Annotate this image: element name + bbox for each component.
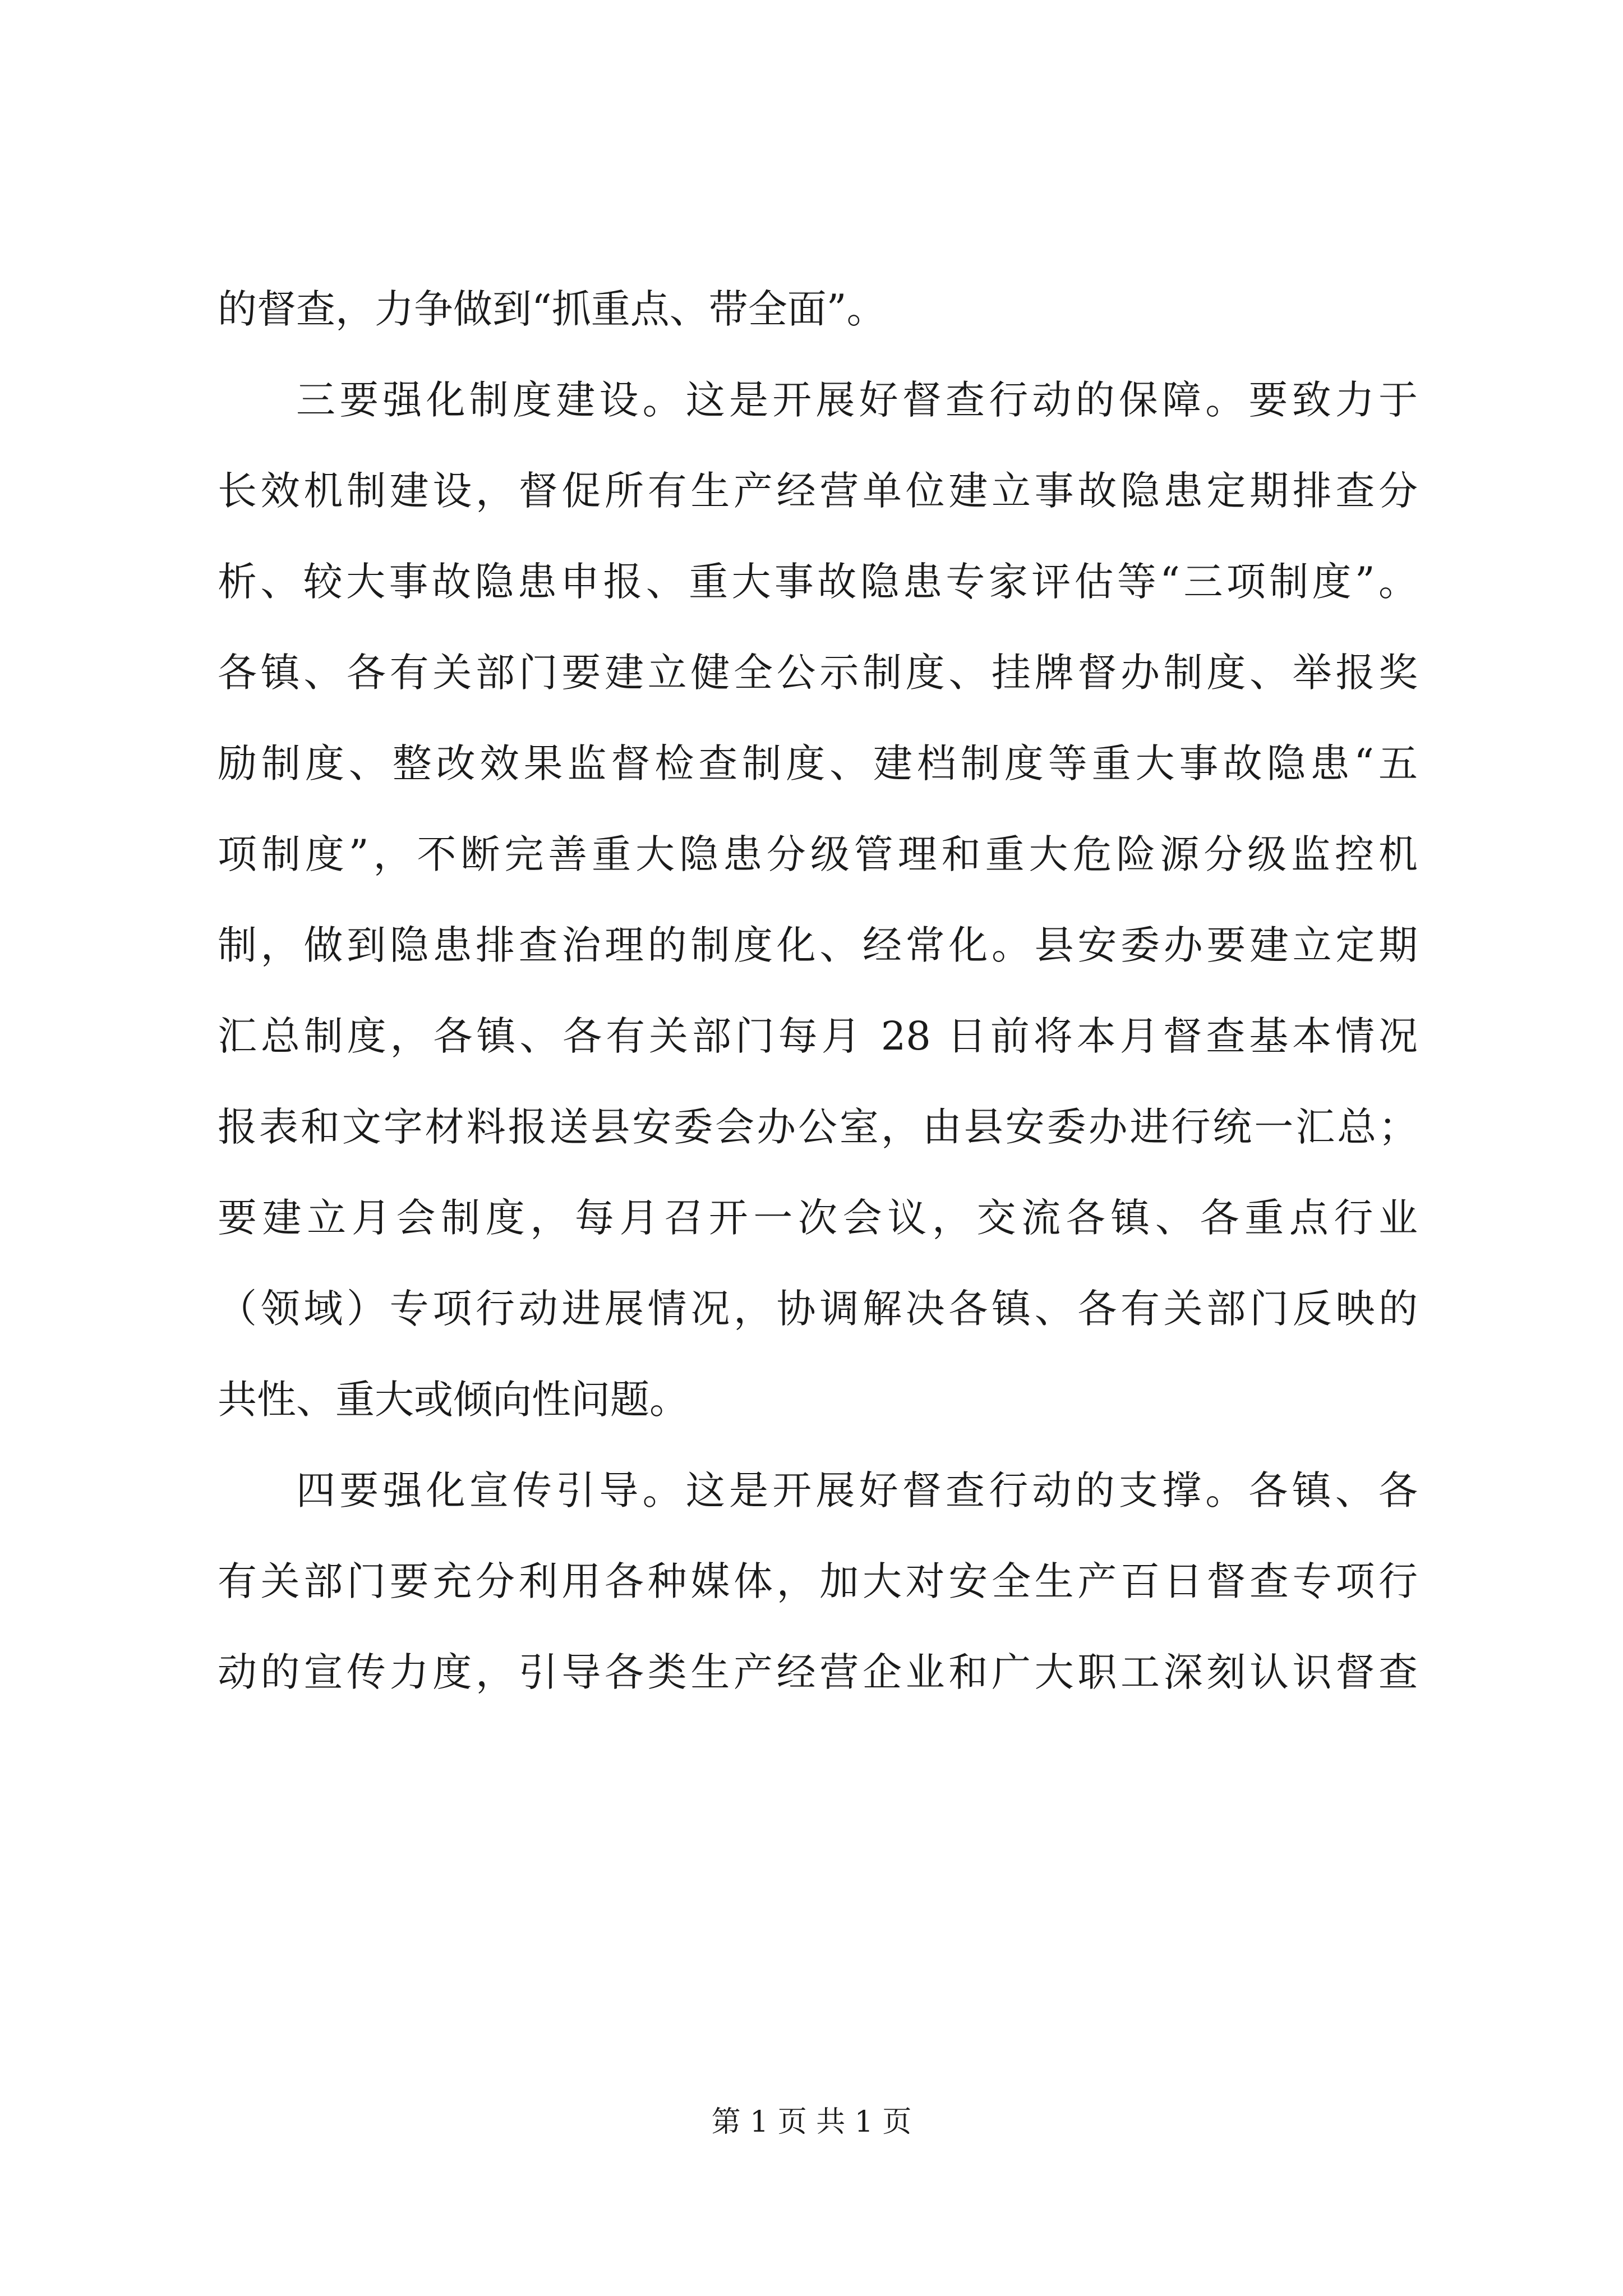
page-number-footer: 第 1 页 共 1 页 [711,2105,912,2139]
text-line: （领域）专项行动进展情况，协调解决各镇、各有关部门反映的 [218,1286,1418,1332]
text-line: 汇总制度，各镇、各有关部门每月 28 日前将本月督查基本情况 [218,1013,1418,1059]
text-line: 四要强化宣传引导。这是开展好督查行动的支撑。各镇、各 [296,1467,1418,1513]
text-line: 共性、重大或倾向性问题。 [218,1377,689,1423]
text-line: 的督查，力争做到“抓重点、带全面”。 [218,286,886,332]
document-body [218,264,1418,1718]
text-line: 项制度”，不断完善重大隐患分级管理和重大危险源分级监控机 [218,831,1418,877]
text-line: 长效机制建设，督促所有生产经营单位建立事故隐患定期排查分 [218,468,1418,514]
text-line: 各镇、各有关部门要建立健全公示制度、挂牌督办制度、举报奖 [218,650,1418,696]
text-line: 要建立月会制度，每月召开一次会议，交流各镇、各重点行业 [218,1195,1418,1241]
text-line: 动的宣传力度，引导各类生产经营企业和广大职工深刻认识督查 [218,1649,1418,1695]
text-line: 报表和文字材料报送县安委会办公室，由县安委办进行统一汇总； [218,1104,1418,1150]
text-line: 制，做到隐患排查治理的制度化、经常化。县安委办要建立定期 [218,922,1418,968]
text-line: 有关部门要充分利用各种媒体，加大对安全生产百日督查专项行 [218,1558,1418,1604]
text-line: 析、较大事故隐患申报、重大事故隐患专家评估等“三项制度”。 [218,559,1418,605]
text-line: 三要强化制度建设。这是开展好督查行动的保障。要致力于 [296,377,1418,423]
text-line: 励制度、整改效果监督检查制度、建档制度等重大事故隐患“五 [218,740,1418,786]
